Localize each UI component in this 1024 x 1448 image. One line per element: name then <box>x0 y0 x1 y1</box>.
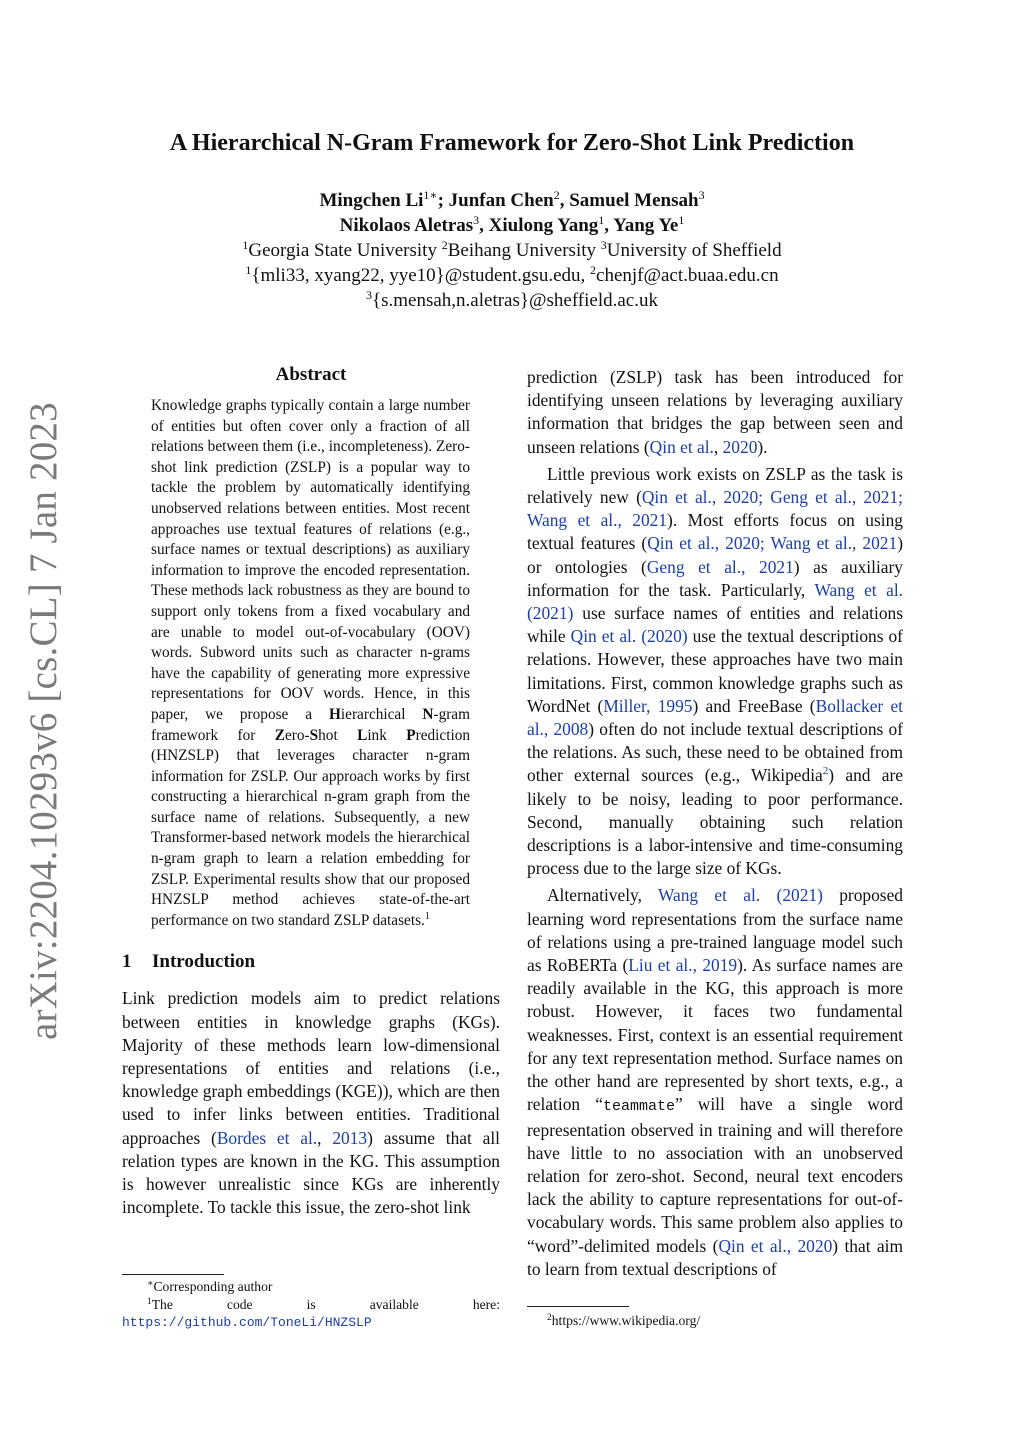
citation-link[interactable]: 2020 <box>722 436 758 457</box>
arxiv-stamp: arXiv:2204.10293v6 [cs.CL] 7 Jan 2023 <box>22 402 65 1040</box>
paper-title: A Hierarchical N-Gram Framework for Zero-Shot Link Prediction <box>169 130 855 156</box>
text-run: ). As surface names are readily available in the KG, this approach is more robust. However, it faces two fundamental weaknesses. First, context is an essential requirement for any text representation method. Surface names on the other hand are represented by short texts, e.g., a relation “ <box>527 955 903 1115</box>
abstract-part: (HNZSLP) that leverages character n-gram information for ZSLP. Our approach works by first constructing a hierarchical n-gram graph from the surface name of relations. Subsequently, a new Transformer-based network models the hierarchical n-gram graph to learn a relation embedding for ZSLP. Experimental results show that our proposed HNZSLP method achieves state-of-the-art performance on two standard ZSLP datasets. <box>151 747 470 929</box>
text-run: ) as auxiliary information for the task. Particularly, <box>527 556 903 600</box>
acronym-letter: Z <box>274 726 285 744</box>
author-line-1 <box>0 188 1024 213</box>
citation-link[interactable]: Liu et al., 2019 <box>628 955 738 976</box>
footnote-text: The code is available here: <box>151 1296 500 1312</box>
citation-link[interactable]: Miller, 1995 <box>603 695 693 716</box>
citation-link[interactable]: Geng et al., 2021 <box>646 556 794 577</box>
author-name: Xiulong Yang <box>488 215 599 236</box>
author-sep: , <box>559 190 570 211</box>
section-heading-introduction <box>122 951 500 973</box>
abstract-heading: Abstract <box>275 364 347 385</box>
text-run: prediction (ZSLP) task has been introduced for identifying unseen relations by leveraging auxiliary information that bridges the gap between seen and unseen relations ( <box>527 367 903 457</box>
footnote-url[interactable]: https://www.wikipedia.org/ <box>551 1313 701 1328</box>
author-sep: , <box>604 215 614 236</box>
text-run: Little previous work exists on ZSLP as the task is relatively new ( <box>527 463 903 508</box>
author-affil-sup: 1 <box>678 213 685 227</box>
footnote-mark: 2 <box>547 1313 552 1323</box>
author-line-2 <box>0 213 1024 238</box>
author-sep: , <box>479 215 489 236</box>
footnote-rule-right <box>527 1306 629 1307</box>
citation-link[interactable]: Qin et al. (2020) <box>570 626 688 647</box>
footnote-3 <box>527 1312 903 1330</box>
email: chenjf@act.buaa.edu.cn <box>596 265 779 286</box>
author-name: Junfan Chen <box>448 190 554 211</box>
abstract-part: ink <box>367 726 407 744</box>
footnote-ref[interactable]: 1 <box>424 910 430 922</box>
affil-sup: 1 <box>242 238 249 252</box>
text-run: , <box>317 1127 333 1148</box>
footnotes-left <box>122 1278 500 1332</box>
body-paragraph <box>527 884 903 1280</box>
citation-link[interactable]: Qin et al., 2020 <box>718 1235 833 1256</box>
acronym-letter: N <box>422 705 434 723</box>
affiliation: Georgia State University <box>248 240 442 261</box>
text-run: ) often do not include textual descriptions of the relations. As such, these need to be obtained from other external sources (e.g., Wikipedia <box>527 719 904 786</box>
section-title: Introduction <box>152 951 256 973</box>
acronym-letter: H <box>329 705 341 723</box>
text-run: ) that aim to learn from textual descriptions of <box>527 1235 903 1279</box>
abstract-text <box>151 396 470 931</box>
text-run: use surface names of entities and relations while <box>527 603 903 647</box>
affil-sup: 3 <box>366 288 372 302</box>
citation-link[interactable]: Bordes et al. <box>216 1127 318 1148</box>
email-line-2 <box>0 288 1024 313</box>
footnote-1 <box>122 1278 500 1296</box>
citation-link[interactable]: Wang et al. (2021) <box>657 885 823 906</box>
text-run: ) and FreeBase ( <box>692 695 816 716</box>
text-run: proposed learning word representations from the surface name of relations using a pre-trained language model such as RoBERTa ( <box>527 885 903 976</box>
footnote-mark: 1 <box>147 1296 152 1307</box>
section-number: 1 <box>122 951 132 973</box>
author-name: Nikolaos Aletras <box>339 215 474 236</box>
affiliations <box>0 238 1024 263</box>
text-run: use the textual descriptions of relations. However, these approaches have two main limitations. First, common knowledge graphs such as WordNet ( <box>527 626 903 716</box>
acronym-letter: P <box>406 726 416 744</box>
acronym-letter: L <box>357 726 368 744</box>
citation-link[interactable]: 2013 <box>332 1127 368 1148</box>
affil-sup: 2 <box>590 263 597 277</box>
footnote-2 <box>122 1296 500 1332</box>
abstract-part: hot <box>318 726 358 744</box>
affil-sup: 1 <box>245 263 252 277</box>
author-mark: ∗ <box>429 188 438 202</box>
text-run: ) assume that all relation types are known in the KG. This assumption is however unrealistic since KGs are inherently incomplete. To tackle this issue, the zero-shot link <box>122 1127 501 1218</box>
author-affil-sup: 1 <box>423 188 430 202</box>
text-run: Link prediction models aim to predict relations between entities in knowledge graphs (KGs). Majority of these methods learn low-dimensional representations of entities and relations (i.e., knowledge graph embeddings (KGE)), which are then used to infer links between entities. Traditional approaches ( <box>122 988 500 1148</box>
affiliation: Beihang University <box>447 240 601 261</box>
abstract-part: rediction <box>415 726 471 744</box>
abstract-part: -gram framework for <box>151 705 470 744</box>
affil-sup: 3 <box>600 238 607 252</box>
abstract-part: ierarchical <box>340 705 423 723</box>
body-paragraph <box>527 366 903 459</box>
citation-link[interactable]: Qin et al., 2020; Geng et al., 2021; Wang et al., 2021 <box>527 487 903 531</box>
code-url-link[interactable]: https://github.com/ToneLi/HNZSLP <box>122 1315 372 1330</box>
author-affil-sup: 2 <box>553 188 560 202</box>
email-line-1 <box>0 263 1024 288</box>
footnote-text: Corresponding author <box>153 1279 273 1294</box>
author-name: Mingchen Li <box>319 190 424 211</box>
author-sep: ; <box>437 190 449 211</box>
left-column <box>122 364 500 1219</box>
author-affil-sup: 3 <box>698 188 705 202</box>
author-name: Yang Ye <box>613 215 679 236</box>
code-term: teammate <box>602 1098 675 1116</box>
text-run: ). Most efforts focus on using textual features ( <box>527 510 903 554</box>
citation-link[interactable]: Bollacker et al., 2008 <box>527 695 903 740</box>
citation-link[interactable]: Wang et al. (2021) <box>527 579 903 624</box>
right-column <box>527 366 903 1281</box>
text-run: ” will have a single word representation observed in training and will therefore have little to no association with an unobserved relation for zero-shot. Second, neural text encoders lack the ability to capture representations for out-of-vocabulary words. This same problem also applies to “word”-delimited models ( <box>527 1094 904 1256</box>
email: {mli33, xyang22, yye10}@student.gsu.edu, <box>251 265 591 286</box>
footnote-ref[interactable]: 2 <box>822 765 829 778</box>
body-paragraph <box>527 463 903 881</box>
affil-sup: 2 <box>441 238 448 252</box>
author-name: Samuel Mensah <box>569 190 699 211</box>
acronym-letter: S <box>309 726 319 744</box>
email: {s.mensah,n.aletras}@sheffield.ac.uk <box>372 290 658 311</box>
intro-paragraph <box>122 987 500 1219</box>
affiliation: University of Sheffield <box>606 240 782 261</box>
citation-link[interactable]: Qin et al., 2020; Wang et al., 2021 <box>647 533 898 554</box>
text-run: , <box>713 436 723 457</box>
text-run: Alternatively, <box>547 885 658 906</box>
author-affil-sup: 1 <box>598 213 605 227</box>
author-affil-sup: 3 <box>473 213 480 227</box>
author-block <box>0 188 1024 313</box>
text-run: ). <box>757 436 768 457</box>
footnote-mark: ∗ <box>147 1279 154 1289</box>
text-run: ) and are likely to be noisy, leading to poor performance. Second, manually obtaining such relation descriptions is a labor-intensive and time-consuming process due to the large size of KGs. <box>527 765 903 879</box>
text-run: ) or ontologies ( <box>527 533 903 577</box>
abstract-part: ero- <box>284 726 310 744</box>
citation-link[interactable]: Qin et al. <box>649 436 714 457</box>
abstract-part: Knowledge graphs typically contain a large number of entities but often cover only a fraction of all relations between them (i.e., incompleteness). Zero-shot link prediction (ZSLP) is a popular way to tackle the problem by automatically identifying unobserved relations between entities. Most recent approaches use textual features of relations (e.g., surface names or textual descriptions) as auxiliary information to improve the encoded representation. These methods lack robustness as they are bound to support only tokens from a fixed vocabulary and are unable to model out-of-vocabulary (OOV) words. Subword units such as character n-grams have the capability of generating more expressive representations for OOV words. Hence, in this paper, we propose a <box>151 397 470 723</box>
footnote-rule-left <box>122 1274 224 1275</box>
footnotes-right <box>527 1312 903 1330</box>
